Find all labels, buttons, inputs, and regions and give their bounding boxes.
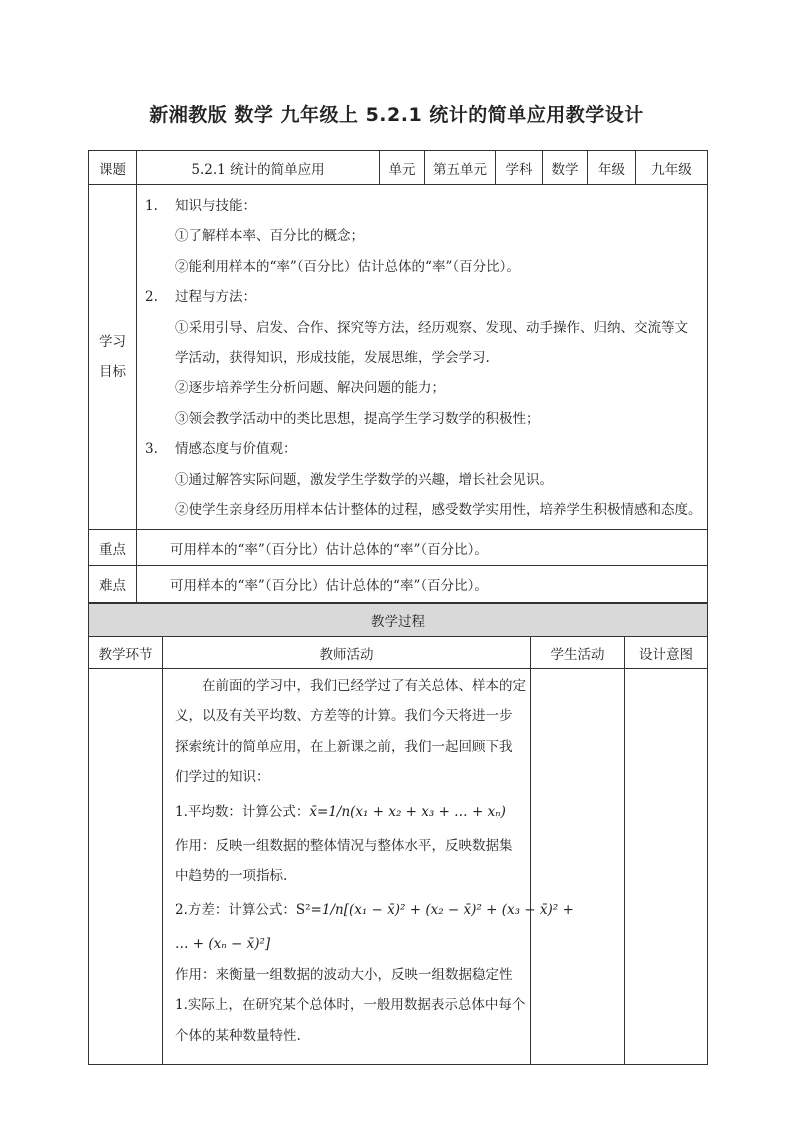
variance-use-line: 作用：来衡量一组数据的波动大小，反映一组数据稳定性 [175,966,513,983]
mean-formula-line: 1.平均数：计算公式：x̄=1/n(x₁ + x₂ + x₃ + … + xₙ) [175,803,506,820]
objectives-content [137,185,708,530]
document-title: 新湘教版 数学 九年级上 5.2.1 统计的简单应用教学设计 [149,104,644,126]
objective-line: ②逐步培养学生分析问题、解决问题的能力； [175,380,445,397]
grade-label: 年级 [588,151,636,185]
subject-label: 学科 [496,151,543,185]
col-design: 设计意图 [625,637,708,669]
mean-use-line: 作用：反映一组数据的整体情况与整体水平，反映数据集 [175,837,513,854]
objective-line: 3. 情感态度与价值观： [145,441,297,458]
objective-line: 学活动，获得知识，形成技能，发展思维，学会学习. [175,349,490,366]
grade-value: 九年级 [636,151,708,185]
closing-line: 个体的某种数量特性. [175,1027,301,1044]
objectives-label-line2: 目标 [99,364,126,381]
col-teacher: 教师活动 [163,637,531,669]
process-table [88,603,708,1065]
objective-line: 2. 过程与方法： [145,289,256,306]
objectives-label [89,185,137,530]
objective-line: ③领会教学活动中的类比思想，提高学生学习数学的积极性； [175,410,540,427]
variance-formula-line: 2.方差：计算公式：S²=1/n[(x₁ − x̄)² + (x₂ − x̄)² + (x₃ − x̄)² + [175,902,574,919]
mean-formula: x̄=1/n(x₁ + x₂ + x₃ + … + xₙ) [309,803,506,820]
student-activity [531,669,625,1065]
difficulty-text: 可用样本的“率”（百分比）估计总体的“率”（百分比）。 [137,566,708,603]
intro-line: 义，以及有关平均数、方差等的计算。我们今天将进一步 [175,708,513,725]
variance-formula-cont: … + (xₙ − x̄)²] [175,936,271,953]
intro-line: 在前面的学习中，我们已经学过了有关总体、样本的定 [202,678,526,694]
unit-label: 单元 [380,151,425,185]
objective-line: 1. 知识与技能： [145,198,256,214]
stage-cell [89,669,163,1065]
info-table [88,150,708,603]
objective-line: ②使学生亲身经历用样本估计整体的过程，感受数学实用性，培养学生积极情感和态度。 [175,501,702,518]
col-student: 学生活动 [531,637,625,669]
mean-use-line: 中趋势的一项指标. [175,867,288,884]
objective-line: ②能利用样本的“率”（百分比）估计总体的“率”（百分比）。 [175,258,520,275]
intro-line: 探索统计的简单应用，在上新课之前，我们一起回顾下我 [175,738,513,755]
process-header: 教学过程 [89,604,708,637]
topic-value: 5.2.1 统计的简单应用 [137,151,380,185]
subject-value: 数学 [543,151,588,185]
design-intent [625,669,708,1065]
difficulty-label: 难点 [89,566,137,603]
teacher-activity [163,669,574,1065]
unit-value: 第五单元 [425,151,496,185]
key-point-text: 可用样本的“率”（百分比）估计总体的“率”（百分比）。 [137,530,708,566]
objectives-label-line1: 学习 [99,334,126,351]
col-stage: 教学环节 [89,637,163,669]
objective-line: ①了解样本率、百分比的概念； [175,228,364,245]
closing-line: 1.实际上，在研究某个总体时，一般用数据表示总体中每个 [175,997,526,1014]
objective-line: ①采用引导、启发、合作、探究等方法，经历观察、发现、动手操作、归纳、交流等文 [175,319,688,336]
topic-label: 课题 [89,151,137,185]
key-point-label: 重点 [89,530,137,566]
objective-line: ①通过解答实际问题，激发学生学数学的兴趣，增长社会见识。 [175,471,553,488]
variance-formula: 1/n[(x₁ − x̄)² + (x₂ − x̄)² + (x₃ − x̄)² + [321,902,574,919]
intro-line: 们学过的知识： [175,769,270,786]
